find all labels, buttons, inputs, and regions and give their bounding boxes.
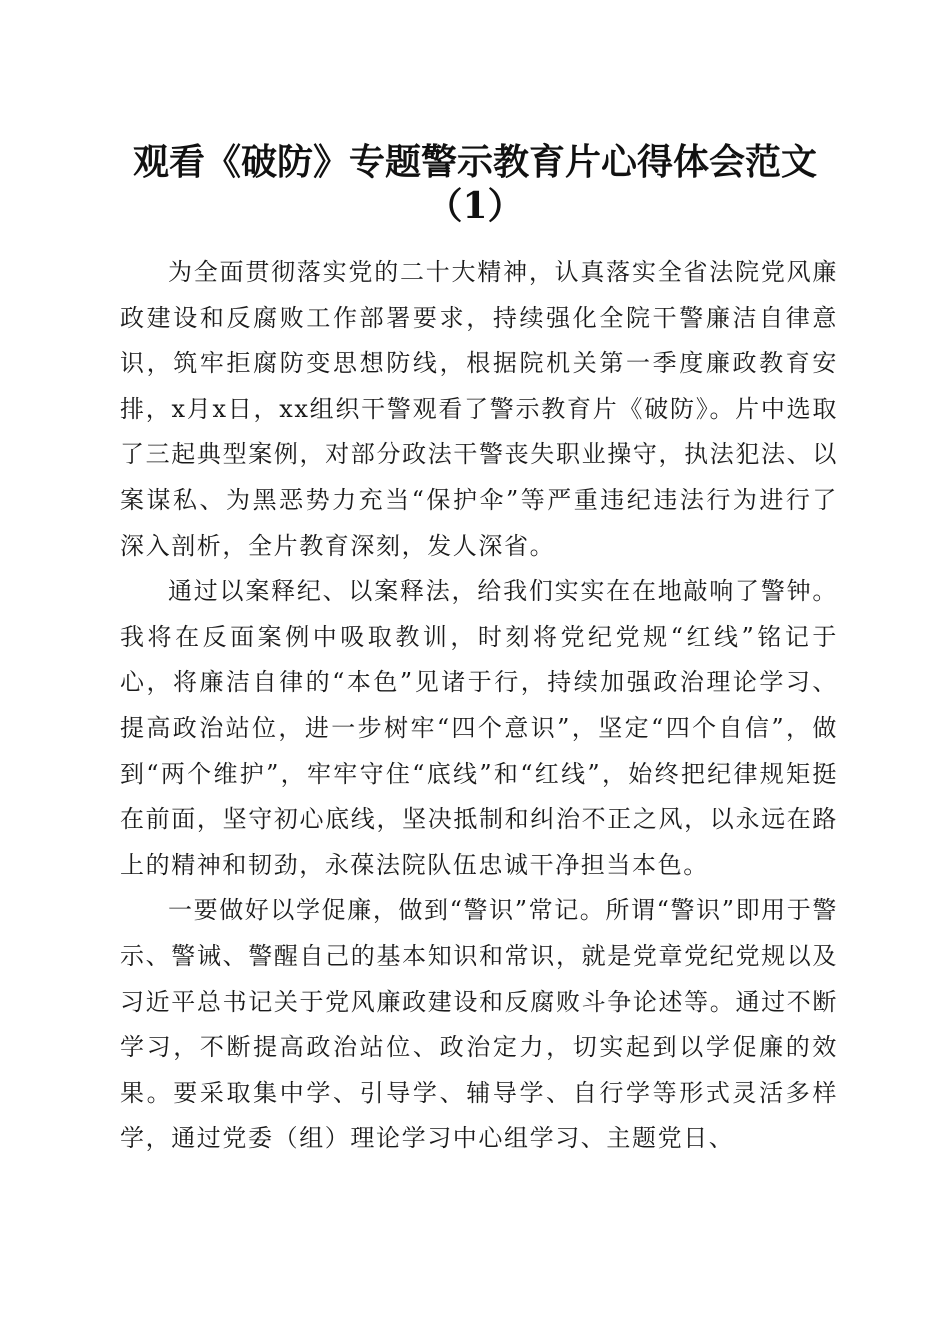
paragraph-2: 通过以案释纪、以案释法，给我们实实在在地敲响了警钟。我将在反面案例中吸取教训，时刻将党纪党规“红线”铭记于心，将廉洁自律的“本色”见诸于行，持续加强政治理论学习、提高政治站位，进一步树牢“四个意识”，坚定“四个自信”，做到“两个维护”，牢牢守住“底线”和“红线”，始终把纪律规矩挺在前面，坚守初心底线，坚决抵制和纠治不正之风，以永远在路上的精神和韧劲，永葆法院队伍忠诚干净担当本色。: [120, 577, 838, 879]
paragraph-1: 为全面贯彻落实党的二十大精神，认真落实全省法院党风廉政建设和反腐败工作部署要求，持续强化全院干警廉洁自律意识，筑牢拒腐防变思想防线，根据院机关第一季度廉政教育安排，x月x日，xx组织干警观看了警示教育片《破防》。片中选取了三起典型案例，对部分政法干警丧失职业操守，执法犯法、以案谋私、为黑恶势力充当“保护伞”等严重违纪违法行为进行了深入剖析，全片教育深刻，发人深省。: [120, 258, 838, 560]
document-title-number: （1）: [426, 185, 524, 227]
document-title: 观看《破防》专题警示教育片心得体会范文: [132, 141, 817, 183]
paragraph-3: 一要做好以学促廉，做到“警识”常记。所谓“警识”即用于警示、警诫、警醒自己的基本知识和常识，就是党章党纪党规以及习近平总书记关于党风廉政建设和反腐败斗争论述等。通过不断学习，不断提高政治站位、政治定力，切实起到以学促廉的效果。要采取集中学、引导学、辅导学、自行学等形式灵活多样学，通过党委（组）理论学习中心组学习、主题党日、: [120, 896, 838, 1153]
document-body: [120, 250, 838, 1162]
